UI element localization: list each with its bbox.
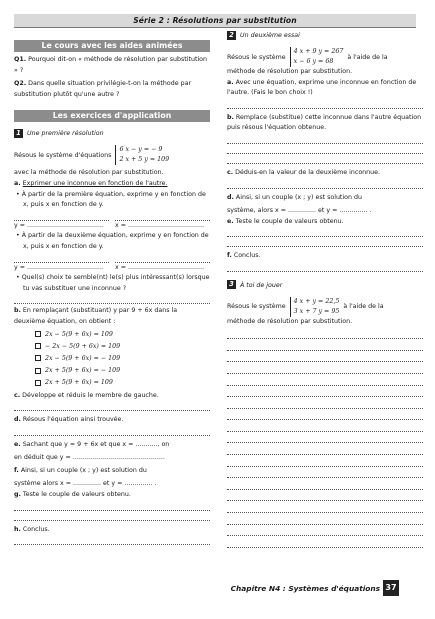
blank-line[interactable] [227, 490, 423, 502]
ex3-eq1: 4 x + y = 22,5 [293, 297, 340, 305]
blank-line[interactable] [14, 535, 210, 545]
question-e [14, 440, 210, 451]
r-d-label: d. [227, 193, 234, 201]
r-d-text-2[interactable]: système, alors x = .............. et y = .............. . [227, 207, 372, 215]
blank-line[interactable] [227, 144, 423, 154]
a-answer-row-2 [14, 263, 210, 274]
choice-text: − 2x − 5(9 + 6x) = 109 [45, 342, 121, 350]
a-blank-row-2 [14, 253, 210, 263]
r-e-text: Teste le couple de valeurs obtenu. [235, 217, 344, 225]
footer-chapter: Chapitre N4 : Systèmes d'équations [230, 584, 380, 593]
r-question-d [227, 193, 423, 204]
r-b-label: b. [227, 113, 234, 121]
blank-line[interactable] [115, 253, 210, 263]
blank-line[interactable] [227, 134, 423, 144]
ex2-eq1: 4 x + 9 y = 267 [293, 48, 344, 55]
g-label: g. [14, 491, 21, 499]
blank-line[interactable] [227, 397, 423, 409]
a-x1[interactable]: x = ...................................... [115, 221, 205, 229]
g-text: Teste le couple de valeurs obtenu. [22, 491, 131, 499]
q1 [14, 55, 210, 76]
blank-line[interactable] [227, 409, 423, 421]
ex2-heading [227, 30, 423, 41]
h-label: h. [14, 525, 21, 533]
h-text: Conclus. [22, 525, 50, 533]
blank-line[interactable] [227, 420, 423, 432]
r-c-label: c. [227, 168, 234, 176]
ex2-number: 2 [227, 31, 236, 40]
r-question-f [227, 251, 423, 262]
r-question-b [227, 113, 423, 134]
choice-text: 2x − 5(9 + 6x) = − 109 [45, 354, 121, 362]
ex1-eq1: 6 x − y = − 9 [119, 146, 163, 154]
r-a-text: Avec une équation, exprime une inconnue en fonction de l'autre. (Fais le bon choix !) [227, 78, 417, 97]
ex3-answer-area [227, 328, 423, 548]
a-answer-row-1 [14, 221, 210, 232]
question-d [14, 415, 210, 426]
choice-1[interactable] [14, 330, 210, 340]
a-bullet-1: • À partir de la première équation, exprime y en fonction de x, puis x en fonction de y. [16, 190, 206, 209]
series-title: Série 2 : Résolutions par substitution [133, 16, 297, 25]
r-c-text: Déduis-en la valeur de la deuxième inconnue. [235, 168, 381, 176]
blank-line[interactable] [227, 478, 423, 490]
d-label: d. [14, 416, 21, 424]
r-question-e [227, 217, 423, 228]
blank-line[interactable] [14, 501, 210, 511]
r-f-text: Conclus. [233, 252, 261, 260]
choice-3[interactable] [14, 354, 210, 364]
b-label: b. [14, 307, 21, 315]
ex3-system [227, 297, 423, 317]
question-h [14, 525, 210, 536]
ex3-method: méthode de résolution par substitution. [227, 317, 353, 325]
ex1-system [14, 145, 210, 165]
q2-text: Dans quelle situation privilégie-t-on la méthode par substitution plutôt qu'une autre ? [14, 80, 192, 98]
ex3-title: À toi de jouer [240, 281, 283, 289]
blank-line[interactable] [227, 262, 423, 272]
e-label: e. [14, 440, 21, 448]
ex2-aide-text: à l'aide de la [347, 53, 388, 61]
ex2-system [227, 47, 423, 67]
blank-line[interactable] [227, 467, 423, 479]
ex1-heading [14, 128, 210, 139]
a-y1[interactable]: y = ...................................... [14, 221, 104, 229]
e-text-2[interactable]: en déduit que y = .............................................. [14, 454, 165, 462]
f-label: f. [14, 466, 19, 474]
q2 [14, 79, 210, 100]
blank-line[interactable] [227, 501, 423, 513]
right-column [227, 30, 423, 548]
blank-line[interactable] [227, 374, 423, 386]
checkbox-icon[interactable] [35, 380, 41, 386]
checkbox-icon[interactable] [35, 355, 41, 361]
q2-label: Q2. [14, 80, 27, 88]
blank-line[interactable] [227, 525, 423, 537]
r-d-text-1: Ainsi, si un couple (x ; y) est solution du [235, 193, 362, 201]
ex1-eq2: 2 x + 5 y = 109 [119, 156, 170, 164]
ex2-title: Un deuxième essai [240, 32, 300, 39]
page-number: 37 [383, 580, 399, 596]
blank-line[interactable] [227, 227, 423, 237]
ex3-solve-text: Résous le système [227, 303, 286, 311]
blank-line[interactable] [115, 211, 210, 221]
r-question-c [227, 168, 423, 179]
checkbox-icon[interactable] [35, 343, 41, 349]
cours-band: Le cours avec les aides animées [14, 40, 210, 52]
blank-line[interactable] [227, 455, 423, 467]
blank-line[interactable] [14, 294, 210, 304]
choice-5[interactable] [14, 378, 210, 388]
c-text: Développe et réduis le membre de gauche. [22, 391, 159, 399]
choice-2[interactable] [14, 342, 210, 352]
question-f [14, 466, 210, 477]
ex2-equations [290, 47, 344, 67]
a-x2[interactable]: x = ...................................... [115, 263, 205, 271]
blank-line[interactable] [227, 513, 423, 525]
blank-line[interactable] [14, 211, 109, 221]
f-text-1: Ainsi, si un couple (x ; y) est solution du [20, 466, 147, 474]
q1-label: Q1. [14, 56, 27, 63]
r-question-a [227, 78, 423, 99]
blank-line[interactable] [227, 386, 423, 398]
choice-text: 2x − 5(9 + 6x) = 109 [45, 330, 113, 338]
checkbox-icon[interactable] [35, 368, 41, 374]
ex2-method: méthode de résolution par substitution. [227, 68, 353, 75]
ex3-equations [290, 297, 340, 317]
ex2-solve-text: Résous le système [227, 53, 286, 61]
left-column [14, 30, 210, 545]
blank-line[interactable] [227, 154, 423, 164]
b-text: En remplaçant (substituant) y par 9 + 6x dans la deuxième équation, on obtient : [14, 307, 178, 325]
r-b-text: Remplace (substitue) cette inconnue dans l'autre équation puis résous l'équation obtenue. [227, 113, 422, 132]
blank-line[interactable] [227, 443, 423, 455]
ex2-eq2: x − 6 y = 68 [293, 58, 334, 65]
checkbox-icon[interactable] [35, 331, 41, 337]
ex1-equations [115, 145, 169, 165]
a-text: Exprimer une inconnue en fonction de l'autre. [22, 179, 168, 187]
r-a-label: a. [227, 78, 234, 86]
a-blank-row-1 [14, 211, 210, 221]
blank-line[interactable] [14, 253, 109, 263]
a-bullet-3: • Quel(s) choix te semble(nt) le(s) plus intéressant(s) lorsque tu vas substituer une inconnue ? [16, 274, 210, 292]
blank-line[interactable] [227, 351, 423, 363]
a-label: a. [14, 179, 21, 187]
choice-4[interactable] [14, 366, 210, 376]
blank-line[interactable] [227, 237, 423, 247]
ex3-eq2: 3 x + 7 y = 95 [293, 307, 340, 315]
choice-text: 2x + 5(9 + 6x) = 109 [45, 379, 113, 387]
ex1-method: avec la méthode de résolution par substitution. [14, 169, 164, 177]
ex1-number: 1 [14, 129, 23, 138]
exercices-band: Les exercices d'application [14, 110, 210, 122]
a-bullet-2: • À partir de la deuxième équation, exprime y en fonction de x, puis x en fonction de y. [16, 232, 209, 250]
blank-line[interactable] [227, 328, 423, 340]
f-text-2[interactable]: système alors x = .............. et y = .............. . [14, 480, 157, 488]
ex3-number: 3 [227, 280, 236, 289]
a-y2[interactable]: y = ...................................... [14, 263, 104, 271]
c-label: c. [14, 391, 21, 399]
blank-line[interactable] [227, 99, 423, 109]
blank-line[interactable] [227, 339, 423, 351]
ex1-solve-text: Résous le système d'équations [14, 151, 112, 159]
e-text-1: Sachant que y = 9 + 6x et que x = ..........., on [22, 440, 170, 448]
choice-text: 2x + 5(9 + 6x) = − 109 [45, 367, 121, 375]
question-a [14, 179, 210, 190]
question-c [14, 391, 210, 402]
series-header [14, 14, 416, 28]
q1-text: Pourquoi dit-on « méthode de résolution par substitution » ? [14, 56, 208, 74]
blank-line[interactable] [227, 432, 423, 444]
r-f-label: f. [227, 252, 232, 260]
blank-line[interactable] [14, 426, 210, 436]
blank-line[interactable] [227, 179, 423, 189]
blank-line[interactable] [14, 511, 210, 521]
blank-line[interactable] [14, 401, 210, 411]
ex3-aide-text: à l'aide de la [343, 303, 384, 311]
question-b [14, 306, 210, 327]
d-text: Résous l'équation ainsi trouvée. [22, 416, 124, 424]
blank-line[interactable] [227, 362, 423, 374]
r-e-label: e. [227, 217, 234, 225]
ex3-heading [227, 280, 423, 291]
ex1-title: Une première résolution [27, 130, 104, 138]
question-g [14, 490, 210, 501]
blank-line[interactable] [227, 536, 423, 548]
